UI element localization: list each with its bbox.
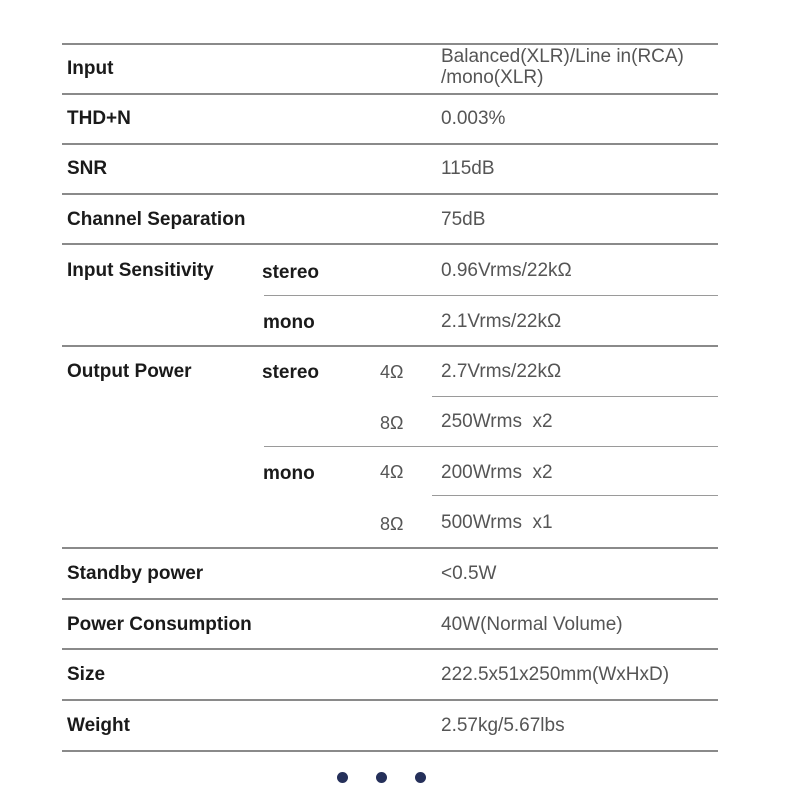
row-divider — [62, 143, 718, 145]
spec-load-stereo-4ohm: 4Ω — [380, 362, 404, 382]
spec-label-consumption: Power Consumption — [67, 614, 252, 635]
spec-value-separation: 75dB — [441, 209, 486, 230]
spec-sub-power-mono: mono — [263, 463, 315, 484]
row-divider — [62, 43, 718, 45]
row-divider — [62, 699, 718, 701]
spec-label-input-sensitivity: Input Sensitivity — [67, 260, 214, 281]
spec-label-weight: Weight — [67, 715, 130, 736]
pagination-dot-1[interactable] — [337, 772, 348, 783]
spec-load-mono-4ohm: 4Ω — [380, 462, 404, 482]
spec-label-standby: Standby power — [67, 563, 204, 584]
spec-label-output-power: Output Power — [67, 361, 192, 382]
pagination-dots — [0, 772, 800, 788]
spec-value-power-stereo-4ohm: 2.7Vrms/22kΩ — [441, 361, 562, 382]
spec-value-standby: <0.5W — [441, 563, 497, 584]
pagination-dot-3[interactable] — [415, 772, 426, 783]
row-divider — [62, 648, 718, 650]
spec-label-snr: SNR — [67, 158, 108, 179]
row-divider — [62, 193, 718, 195]
sub-row-divider — [264, 446, 718, 447]
row-divider — [62, 547, 718, 549]
spec-sub-power-stereo: stereo — [262, 362, 320, 383]
spec-label-input: Input — [67, 58, 114, 79]
row-divider — [62, 345, 718, 347]
spec-value-input-line1: Balanced(XLR)/Line in(RCA) — [441, 46, 684, 67]
sub-row-divider — [432, 495, 718, 496]
spec-value-sensitivity-stereo: 0.96Vrms/22kΩ — [441, 260, 572, 281]
spec-value-weight: 2.57kg/5.67lbs — [441, 715, 565, 736]
spec-load-stereo-8ohm: 8Ω — [380, 413, 404, 433]
spec-value-thd: 0.003% — [441, 108, 506, 129]
row-divider — [62, 750, 718, 752]
spec-value-input-line2: /mono(XLR) — [441, 67, 544, 88]
spec-value-size: 222.5x51x250mm(WxHxD) — [441, 664, 670, 685]
spec-label-thd: THD+N — [67, 108, 131, 129]
sub-row-divider — [264, 295, 718, 296]
row-divider — [62, 243, 718, 245]
row-divider — [62, 598, 718, 600]
spec-load-mono-8ohm: 8Ω — [380, 514, 404, 534]
spec-value-power-stereo-8ohm: 250Wrms x2 — [441, 411, 553, 432]
spec-label-size: Size — [67, 664, 106, 685]
spec-value-snr: 115dB — [441, 158, 495, 179]
spec-sub-stereo: stereo — [262, 262, 320, 283]
sub-row-divider — [432, 396, 718, 397]
spec-value-power-mono-4ohm: 200Wrms x2 — [441, 462, 553, 483]
spec-value-sensitivity-mono: 2.1Vrms/22kΩ — [441, 311, 562, 332]
spec-label-separation: Channel Separation — [67, 209, 246, 230]
spec-value-power-mono-8ohm: 500Wrms x1 — [441, 512, 553, 533]
spec-sub-mono: mono — [263, 312, 315, 333]
row-divider — [62, 93, 718, 95]
spec-value-consumption: 40W(Normal Volume) — [441, 614, 623, 635]
pagination-dot-2[interactable] — [376, 772, 387, 783]
